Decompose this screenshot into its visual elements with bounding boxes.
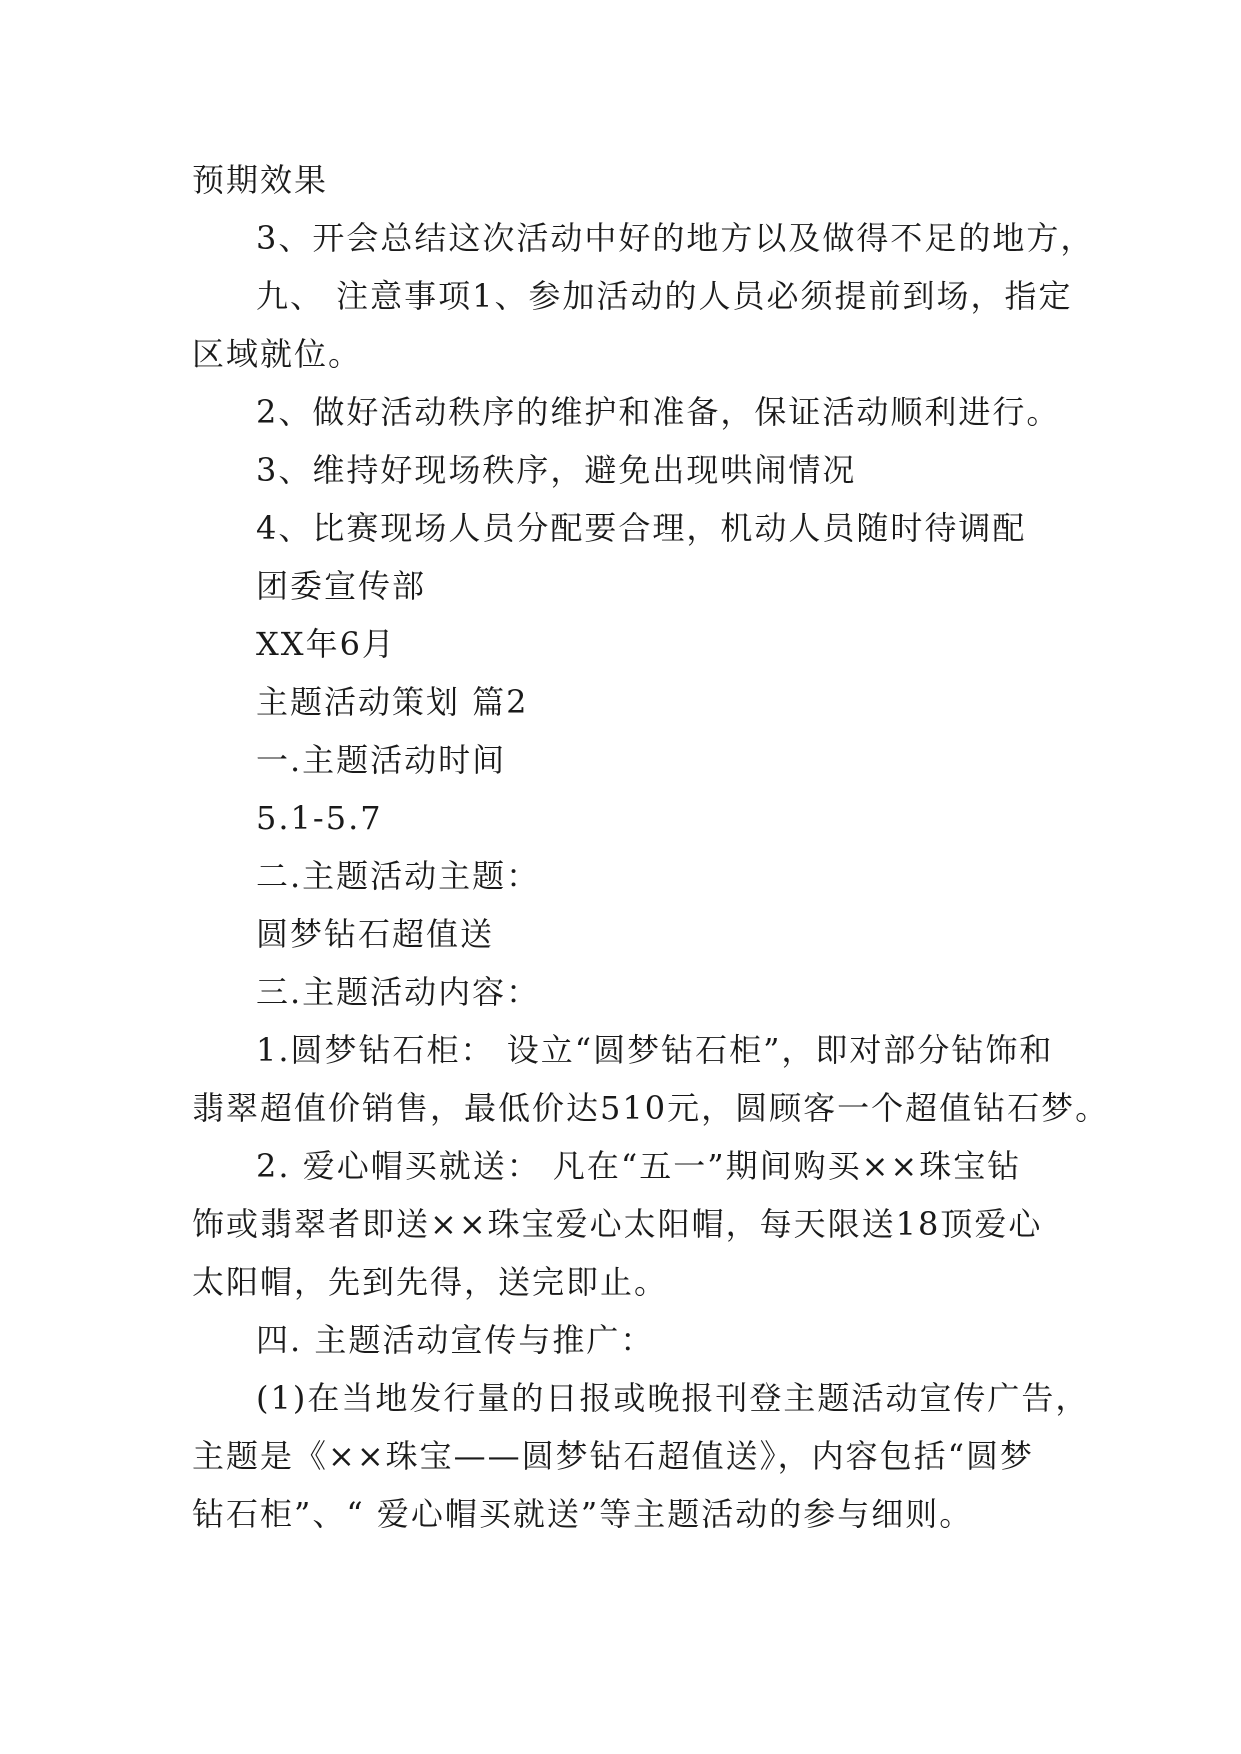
text-line: 翡翠超值价销售，最低价达510元，圆顾客一个超值钻石梦。	[192, 1089, 1110, 1127]
text-line: 四. 主题活动宣传与推广：	[256, 1321, 655, 1359]
text-line: 主题是《××珠宝——圆梦钻石超值送》，内容包括“圆梦	[192, 1437, 1034, 1475]
text-line: 预期效果	[192, 161, 329, 199]
text-line: 4、比赛现场人员分配要合理，机动人员随时待调配	[256, 509, 1027, 547]
text-line: 九、 注意事项1、参加活动的人员必须提前到场，指定	[256, 277, 1073, 315]
text-line: 5.1-5.7	[256, 799, 383, 837]
text-line: 区域就位。	[192, 335, 363, 373]
text-line: 圆梦钻石超值送	[256, 915, 495, 953]
text-line: 1.圆梦钻石柜： 设立“圆梦钻石柜”，即对部分钻饰和	[256, 1031, 1054, 1069]
text-line: 一.主题活动时间	[256, 741, 507, 779]
text-line: 二.主题活动主题：	[256, 857, 541, 895]
text-line: 钻石柜”、“ 爱心帽买就送”等主题活动的参与细则。	[192, 1495, 974, 1533]
text-line: 3、维持好现场秩序，避免出现哄闹情况	[256, 451, 857, 489]
text-line: (1)在当地发行量的日报或晚报刊登主题活动宣传广告，	[256, 1379, 1090, 1417]
section-heading: 主题活动策划 篇2	[256, 683, 529, 721]
text-line: 3、开会总结这次活动中好的地方以及做得不足的地方，	[256, 219, 1095, 257]
signature-department: 团委宣传部	[256, 567, 427, 605]
signature-date: XX年6月	[256, 625, 396, 663]
text-line: 三.主题活动内容：	[256, 973, 541, 1011]
text-line: 饰或翡翠者即送××珠宝爱心太阳帽，每天限送18顶爱心	[192, 1205, 1043, 1243]
text-line: 2、做好活动秩序的维护和准备，保证活动顺利进行。	[256, 393, 1061, 431]
text-line: 太阳帽，先到先得，送完即止。	[192, 1263, 669, 1301]
text-line: 2. 爱心帽买就送： 凡在“五一”期间购买××珠宝钻	[256, 1147, 1022, 1185]
